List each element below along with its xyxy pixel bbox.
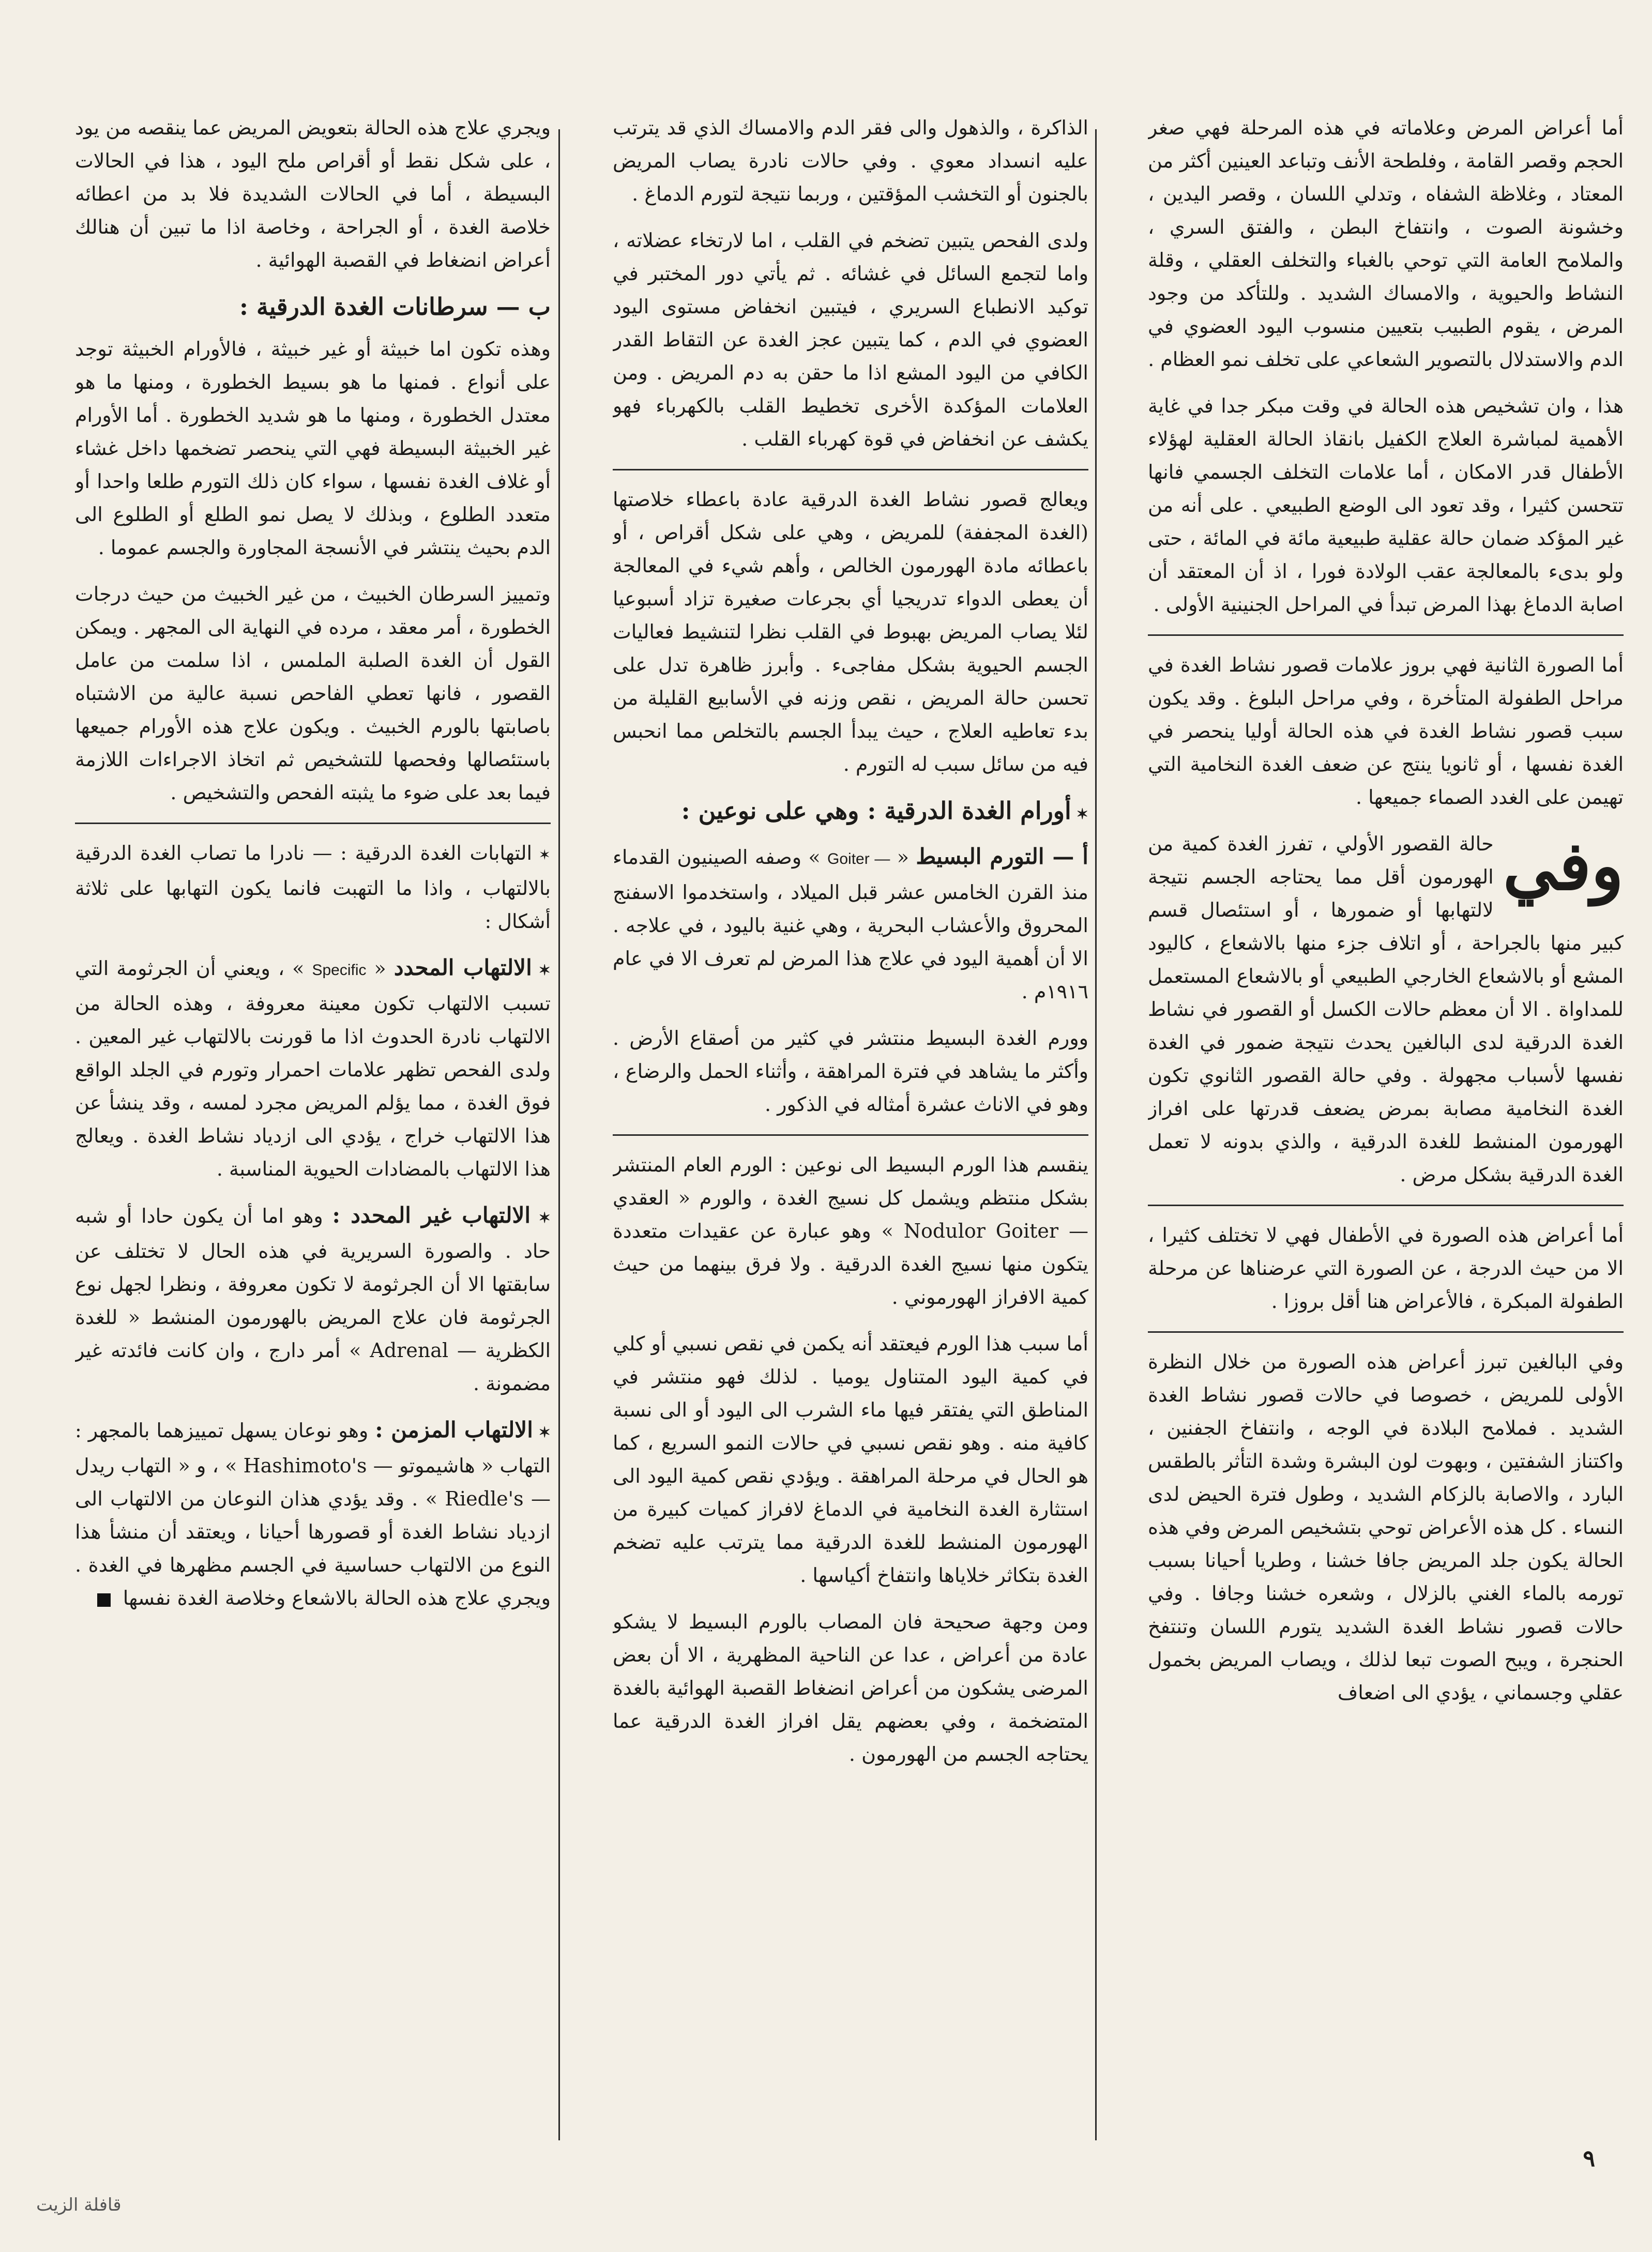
- paragraph-text: وهو نوعان يسهل تمييزهما بالمجهر : التهاب « هاشيموتو — Hashimoto's » ، و « التهاب ريدل — Riedle's » . وقد يؤدي هذان النوعان من الالتهاب الى ازدياد نشاط الغدة أو قصورها أحيانا ، ويعتقد أن منشأ هذا النوع من الالتهاب حساسية في الجسم مظهرها في الغدة . ويجري علاج هذه الحالة بالاشعاع وخلاصة الغدة نفسها: [75, 1419, 551, 1609]
- paragraph-text: » وصفه الصينيون القدماء منذ القرن الخامس عشر قبل الميلاد ، واستخدموا الاسفنج المحروق والأعشاب البحرية ، وهي غنية باليود ، في علاجه . الا أن أهمية اليود في علاج هذا المرض لم تعرف الا في عام ١٩١٦م .: [613, 846, 1088, 1003]
- paragraph-nonspecific: [75, 1199, 551, 1400]
- paragraph-chronic: [75, 1413, 551, 1615]
- subheading-simple-goiter: أ — التورم البسيط: [916, 844, 1088, 869]
- column-left: [75, 111, 551, 2107]
- column-divider: [1095, 129, 1097, 2140]
- section-rule: [1148, 1331, 1624, 1333]
- paragraph-with-dropcap: [1148, 827, 1624, 1191]
- paragraph-text: وهو اما أن يكون حادا أو شبه حاد . والصورة السريرية في هذه الحال لا تختلف عن سابقتها الا أن الجرثومة لا تكون معروفة ، ونظرا لجهل نوع الجرثومة فان علاج المريض بالهورمون المنشط « للغدة الكظرية — Adrenal » أمر دارج ، وان كانت فائدته غير مضمونة .: [75, 1205, 551, 1395]
- column-right: [1148, 111, 1624, 2107]
- paragraph: ينقسم هذا الورم البسيط الى نوعين : الورم العام المنتشر بشكل منتظم ويشمل كل نسيج الغدة ، والورم « العقدي — Nodulor Goiter » وهو عبارة عن عقيدات متعددة يتكون منها نسيج الغدة الدرقية . ولا فرق بينهما من حيث كمية الافراز الهورموني .: [613, 1153, 1088, 1308]
- page-number: ٩: [1583, 2146, 1595, 2172]
- section-rule: [613, 1134, 1088, 1136]
- latin-term: Specific: [312, 962, 367, 979]
- paragraph: وهذه تكون اما خبيثة أو غير خبيثة ، فالأورام الخبيثة توجد على أنواع . فمنها ما هو بسيط الخطورة ، ومنها ما هو معتدل الخطورة ، ومنها ما هو شديد الخطورة . أما الأورام غير الخبيثة البسيطة فهي التي ينحصر تضخمها داخل غشاء أو غلاف الغدة نفسها ، سواء كان ذلك التورم طلعا واحدا أو متعدد الطلوع ، وبذلك لا يصل نمو الطلع أو الطلوع الى الدم بحيث ينتشر في الأنسجة المجاورة والجسم عموما .: [75, 338, 551, 559]
- paragraph-simple-goiter: أ — التورم البسيط « Goiter — » وصفه الصينيون القدماء منذ القرن الخامس عشر قبل الميلاد ، واستخدموا الاسفنج المحروق والأعشاب البحرية ، وهي غنية باليود ، في علاجه . الا أن أهمية اليود في علاج هذا المرض لم تعرف الا في عام ١٩١٦م .: [613, 844, 1088, 1003]
- paragraph: أما أعراض هذه الصورة في الأطفال فهي لا تختلف كثيرا ، الا من حيث الدرجة ، عن الصورة التي عرضناها عن مرحلة الطفولة المبكرة ، فالأعراض هنا أقل بروزا .: [1148, 1224, 1624, 1313]
- subheading-nonspecific: ✶ الالتهاب غير المحدد :: [332, 1203, 551, 1228]
- paragraph: ومن وجهة صحيحة فان المصاب بالورم البسيط لا يشكو عادة من أعراض ، عدا عن الناحية المظهرية ، الا أن بعض المرضى يشكون من أعراض انضغاط القصبة الهوائية بالغدة المتضخمة ، وفي بعضهم يقل افراز الغدة الدرقية عما يحتاجه الجسم من الهورمون .: [613, 1610, 1088, 1766]
- paragraph: وورم الغدة البسيط منتشر في كثير من أصقاع الأرض . وأكثر ما يشاهد في فترة المراهقة ، وأثناء الحمل والرضاع ، وهو في الاناث عشرة أمثاله في الذكور .: [613, 1027, 1088, 1116]
- paragraph: ويعالج قصور نشاط الغدة الدرقية عادة باعطاء خلاصتها (الغدة المجففة) للمريض ، وهي على شكل أقراص ، أو باعطائه مادة الهورمون الخالص ، وأهم شيء في المعالجة أن يعطى الدواء تدريجيا أي بجرعات صغيرة تزاد أسبوعيا لئلا يصاب المريض بهبوط في القلب نظرا لتنشيط فعاليات الجسم الحيوية بشكل مفاجىء . وأبرز ظاهرة تدل على تحسن حالة المريض ، نقص وزنه في الأسابيع القليلة من بدء تعاطيه العلاج ، حيث يبدأ الجسم بالتخلص مما انحبس فيه من سائل سبب له التورم .: [613, 488, 1088, 775]
- end-of-article-mark: [97, 1593, 111, 1607]
- column-divider: [558, 129, 560, 2140]
- section-rule: [1148, 1205, 1624, 1206]
- magazine-name: قافلة الزيت: [36, 2195, 122, 2215]
- section-rule: [613, 469, 1088, 470]
- paragraph: أما الصورة الثانية فهي بروز علامات قصور نشاط الغدة في مراحل الطفولة المتأخرة ، وفي مراحل البلوغ . وقد يكون سبب قصور نشاط الغدة في هذه الحالة أوليا ينحصر في الغدة نفسها ، أو ثانويا ينتج عن ضعف الغدة النخامية التي تهيمن على الغدد الصماء جميعها .: [1148, 653, 1624, 809]
- latin-term: Goiter —: [827, 850, 890, 868]
- paragraph-specific: ✶ الالتهاب المحدد « Specific » ، ويعني أن الجرثومة التي تسبب الالتهاب تكون معينة معروفة ، وهذه الحالة من الالتهاب نادرة الحدوث اذا ما قورنت بالالتهاب غير المعين . ولدى الفحص تظهر علامات احمرار وتورم في الجلد الواقع فوق الغدة ، مما يؤلم المريض مجرد لمسه ، وقد ينشأ عن هذا الالتهاب خراج ، يؤدي الى ازدياد نشاط الغدة . ويعالج هذا الالتهاب بالمضادات الحيوية المناسبة .: [75, 951, 551, 1185]
- section-heading-tumors: ✶ أورام الغدة الدرقية : وهي على نوعين :: [613, 794, 1088, 831]
- section-heading-cancers: ب — سرطانات الغدة الدرقية :: [239, 293, 551, 321]
- dropcap: وفي: [1503, 826, 1624, 905]
- paragraph: هذا ، وان تشخيص هذه الحالة في وقت مبكر جدا في غاية الأهمية لمباشرة العلاج الكفيل بانقاذ الحالة العقلية لهؤلاء الأطفال قدر الامكان ، أما علامات التخلف الجسمي فانها تتحسن كثيرا ، وقد تعود الى الوضع الطبيعي . على أنه من غير المؤكد ضمان حالة عقلية طبيعية مائة في المائة ، حتى ولو بدىء بالمعالجة عقب الولادة فورا ، اذ أن المعتقد أن اصابة الدماغ بهذا المرض تبدأ في المراحل الجنينية الأولى .: [1148, 394, 1624, 616]
- paragraph: الذاكرة ، والذهول والى فقر الدم والامساك الذي قد يترتب عليه انسداد معوي . وفي حالات نادرة يصاب المريض بالجنون أو التخشب المؤقتين ، وربما نتيجة لتورم الدماغ .: [613, 116, 1088, 205]
- column-middle: [613, 111, 1088, 2107]
- section-rule: [1148, 634, 1624, 636]
- paragraph-text: » ، ويعني أن الجرثومة التي تسبب الالتهاب تكون معينة معروفة ، وهذه الحالة من الالتهاب نادرة الحدوث اذا ما قورنت بالالتهاب غير المعين . ولدى الفحص تظهر علامات احمرار وتورم في الجلد الواقع فوق الغدة ، مما يؤلم المريض مجرد لمسه ، وقد ينشأ عن هذا الالتهاب خراج ، يؤدي الى ازدياد نشاط الغدة . ويعالج هذا الالتهاب بالمضادات الحيوية المناسبة .: [75, 957, 551, 1180]
- paragraph: ويجري علاج هذه الحالة بتعويض المريض عما ينقصه من يود ، على شكل نقط أو أقراص ملح اليود ، هذا في الحالات البسيطة ، أما في الحالات الشديدة فلا بد من اعطائه خلاصة الغدة ، أو الجراحة ، وخاصة اذا ما تبين أن هنالك أعراض انضغاط في القصبة الهوائية .: [75, 116, 551, 271]
- subheading-specific: ✶ الالتهاب المحدد: [394, 955, 551, 980]
- paragraph: أما أعراض المرض وعلاماته في هذه المرحلة فهي صغر الحجم وقصر القامة ، وفلطحة الأنف وتباعد العينين أكثر من المعتاد ، وغلاظة الشفاه ، وتدلي اللسان ، وقصر اليدين ، وخشونة الصوت ، وانتفاخ البطن ، والفتق السري ، والملامح العامة التي توحي بالغباء والتخلف العقلي ، وقلة النشاط والحيوية ، والامساك الشديد . وللتأكد من وجود المرض ، يقوم الطبيب بتعيين منسوب اليود العضوي في الدم والاستدلال بالتصوير الشعاعي على تخلف نمو العظام .: [1148, 116, 1624, 371]
- paragraph: وتمييز السرطان الخبيث ، من غير الخبيث من حيث درجات الخطورة ، أمر معقد ، مرده في النهاية الى المجهر . ويمكن القول أن الغدة الصلبة الملمس ، اذا سلمت من عامل القصور ، فانها تعطي الفاحص نسبة عالية من الاشتباه باصابتها بالورم الخبيث . ويكون علاج هذه الأورام جميعها باستئصالها وفحصها للتشخيص ثم اتخاذ الاجراءات اللازمة فيما بعد على ضوء ما يثبته الفحص والتشخيص .: [75, 583, 551, 804]
- paragraph: أما سبب هذا الورم فيعتقد أنه يكمن في نقص نسبي أو كلي في كمية اليود المتناول يوميا . لذلك فهو منتشر في المناطق التي يفتقر فيها ماء الشرب الى اليود أو الى نسبة كافية منه . وهو نقص نسبي في حالات النمو السريع ، كما هو الحال في مرحلة المراهقة . ويؤدي نقص كمية اليود الى استثارة الغدة النخامية في الدماغ لافراز كميات كبيرة من الهورمون المنشط للغدة الدرقية مما يترتب عليه تضخم الغدة بتكاثر خلاياها وانتفاخ أكياسها .: [613, 1332, 1088, 1587]
- paragraph: وفي البالغين تبرز أعراض هذه الصورة من خلال النظرة الأولى للمريض ، خصوصا في حالات قصور نشاط الغدة الشديد . فملامح البلادة في الوجه ، وانتفاخ الجفنين ، واكتناز الشفتين ، وبهوت لون البشرة وشدة التأثر بالطقس البارد ، والاصابة بالزكام الشديد ، وطول فترة الحيض لدى النساء . كل هذه الأعراض توحي بتشخيص المرض وفي هذه الحالة يكون جلد المريض جافا خشنا ، وطريا أحيانا بسبب تورمه بالماء الغني بالزلال ، وشعره خشنا وجافا . وفي حالات قصور نشاط الغدة الشديد يتورم اللسان وتنتفخ الحنجرة ، ويبح الصوت تبعا لذلك ، ويصاب المريض بخمول عقلي وجسماني ، يؤدي الى اضعاف: [1148, 1350, 1624, 1704]
- section-rule: [75, 823, 551, 824]
- paragraph: ولدى الفحص يتبين تضخم في القلب ، اما لارتخاء عضلاته ، واما لتجمع السائل في غشائه . ثم يأتي دور المختبر في توكيد الانطباع السريري ، فيتبين انخفاض مستوى اليود العضوي في الدم ، كما يتبين عجز الغدة عن التقاط القدر الكافي من اليود المشع اذا ما حقن به دم المريض . ومن العلامات المؤكدة الأخرى تخطيط القلب بالكهرباء فهو يكشف عن انخفاض في قوة كهرباء القلب .: [613, 229, 1088, 450]
- subheading-chronic: ✶ الالتهاب المزمن :: [375, 1417, 551, 1442]
- paragraph-text: حالة القصور الأولي ، تفرز الغدة كمية من الهورمون أقل مما يحتاجه الجسم نتيجة لالتهابها أو ضمورها ، أو استئصال قسم كبير منها بالجراحة ، أو اتلاف جزء منها بالاشعاع ، كاليود المشع أو بالاشعاع الخارجي الطبيعي أو بالاشعاع المستعمل للمداواة . الا أن معظم حالات الكسل أو القصور في نشاط الغدة الدرقية لدى البالغين يحدث نتيجة ضمور في الغدة نفسها لأسباب مجهولة . وفي حالة القصور الثانوي تكون الغدة النخامية مصابة بمرض يضعف قدرتها على افراز الهورمون المنشط للغدة الدرقية ، والذي بدونه لا تعمل الغدة الدرقية بشكل مرض .: [1148, 832, 1624, 1186]
- paragraph-inflammations: ✶ التهابات الغدة الدرقية : — نادرا ما تصاب الغدة الدرقية بالالتهاب ، واذا ما التهبت فانما يكون التهابها على ثلاثة أشكال :: [75, 836, 551, 938]
